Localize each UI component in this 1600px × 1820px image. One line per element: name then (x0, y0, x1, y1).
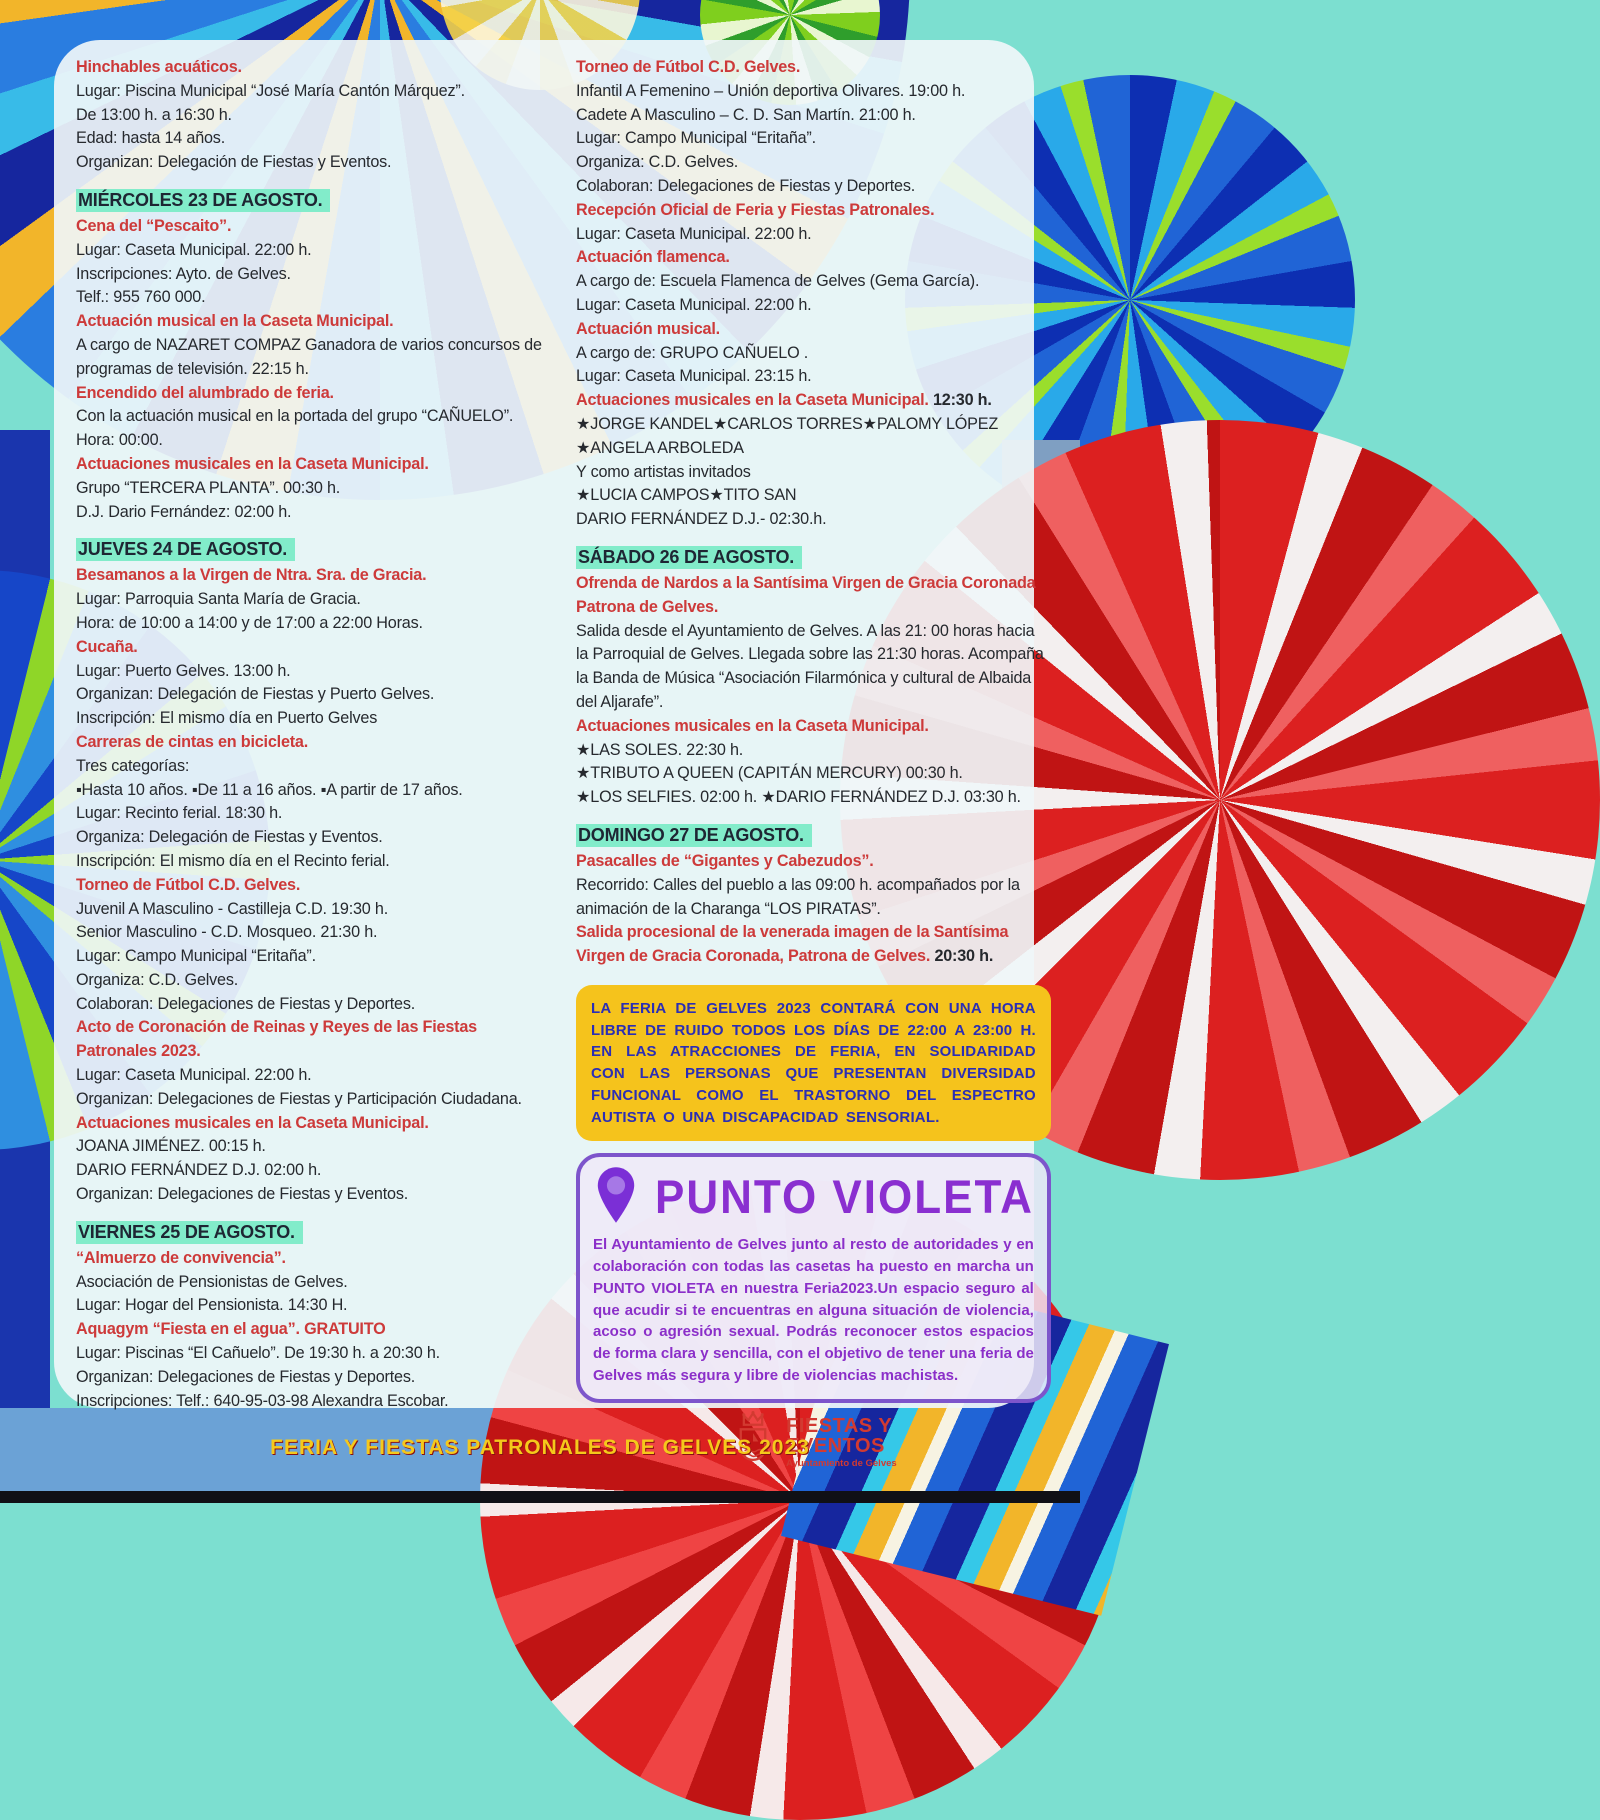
event (76, 564, 546, 635)
event-line: Hora: de 10:00 a 14:00 y de 17:00 a 22:00 Horas. (76, 613, 423, 632)
date-heading-label: JUEVES 24 DE AGOSTO. (76, 538, 295, 561)
event-line: Lugar: Recinto ferial. 18:30 h. (76, 804, 283, 823)
date-heading (76, 187, 546, 215)
right-column-events (576, 56, 1051, 969)
event-line: Senior Masculino - C.D. Mosqueo. 21:30 h. (76, 923, 378, 942)
event-line: Organiza: Delegación de Fiestas y Eventos. (76, 828, 383, 847)
event-line: Organizan: Delegación de Fiestas y Puerto Gelves. (76, 685, 435, 704)
right-column (576, 56, 1051, 1474)
event-line: Lugar: Piscinas “El Cañuelo”. De 19:30 h. a 20:30 h. (76, 1344, 440, 1363)
event (576, 921, 1051, 969)
event-line: Organizan: Delegaciones de Fiestas y Participación Ciudadana. (76, 1089, 522, 1108)
punto-violeta-box (576, 1153, 1051, 1402)
event-title: Torneo de Fútbol C.D. Gelves. (576, 58, 801, 76)
event-line: De 13:00 h. a 16:30 h. (76, 105, 232, 124)
event-line: Cadete A Masculino – C. D. San Martín. 21:00 h. (576, 105, 916, 124)
event-title: Besamanos a la Virgen de Ntra. Sra. de Gracia. (76, 566, 427, 585)
event (76, 382, 546, 453)
event (76, 310, 546, 381)
event-line: Y como artistas invitados (576, 462, 751, 481)
event-line: Lugar: Parroquia Santa María de Gracia. (76, 590, 361, 609)
event-title: Actuación musical en la Caseta Municipal. (76, 312, 394, 331)
event-title: Actuaciones musicales en la Caseta Municipal. (76, 454, 429, 473)
logo-line2: EVENTOS (786, 1435, 885, 1458)
event-line: Lugar: Caseta Municipal. 22:00 h. (76, 1066, 312, 1085)
event-line: Hora: 00:00. (76, 431, 163, 450)
event (576, 199, 1051, 247)
event-time-suffix: 12:30 h. (928, 391, 992, 410)
event-line: DARIO FERNÁNDEZ D.J.- 02:30.h. (576, 510, 827, 529)
event-line: Lugar: Campo Municipal “Eritaña”. (76, 947, 316, 966)
event-line: ★LUCIA CAMPOS★TITO SAN (576, 486, 797, 505)
event-line: Organiza: C.D. Gelves. (76, 970, 239, 989)
event-line: Infantil A Femenino – Unión deportiva Olivares. 19:00 h. (576, 81, 966, 100)
event-line: Con la actuación musical en la portada del grupo “CAÑUELO”. (76, 407, 514, 426)
event-line: ★LAS SOLES. 22:30 h. (576, 740, 744, 759)
event-title: Actuaciones musicales en la Caseta Municipal. (76, 1113, 429, 1132)
event-title: Actuaciones musicales en la Caseta Municipal. 12:30 h. (576, 391, 992, 410)
event-line: Inscripciones: Telf.: 640-95-03-98 Alexandra Escobar. (76, 1391, 449, 1410)
event-line: Organiza: C.D. Gelves. (576, 153, 739, 172)
punto-violeta-title: PUNTO VIOLETA (655, 1170, 1034, 1224)
event (76, 215, 546, 310)
event-title: Salida procesional de la venerada imagen de la Santísima Virgen de Gracia Coronada, Patrona de Gelves. 20:30 h. (576, 923, 1009, 966)
date-heading (76, 536, 546, 564)
event-line: Colaboran: Delegaciones de Fiestas y Deportes. (76, 994, 416, 1013)
event-title: Actuación flamenca. (576, 248, 730, 267)
event (76, 874, 546, 1017)
date-heading-label: VIERNES 25 DE AGOSTO. (76, 1221, 303, 1244)
event-line: Recorrido: Calles del pueblo a las 09:00 h. acompañados por la animación de la Charanga “LOS PIRATAS”. (576, 875, 1020, 918)
punto-violeta-text: El Ayuntamiento de Gelves junto al resto de autoridades y en colaboración con todas las casetas ha puesto en marcha un PUNTO VIOLETA en nuestra Feria2023.Un espacio seguro al que acudir si te encuentras en alguna situación de violencia, acoso o agresión sexual. Podrás reconocer estos espacios de forma clara y sencilla, con el objetivo de tener una feria de Gelves más segura y libre de violencias machistas. (593, 1236, 1034, 1384)
event (76, 1247, 546, 1318)
event-line: ★LOS SELFIES. 02:00 h. ★DARIO FERNÁNDEZ D.J. 03:30 h. (576, 788, 1021, 807)
event-title: Actuación musical. (576, 319, 720, 338)
event-line: ▪Hasta 10 años. ▪De 11 a 16 años. ▪A partir de 17 años. (76, 780, 463, 799)
event-line: Inscripción: El mismo día en el Recinto ferial. (76, 851, 390, 870)
event (576, 572, 1051, 715)
bottom-banner: FERIA Y FIESTAS PATRONALES DE GELVES 2023 (270, 1436, 810, 1459)
date-heading-label: SÁBADO 26 DE AGOSTO. (576, 546, 802, 569)
event-line: Lugar: Caseta Municipal. 22:00 h. (76, 240, 312, 259)
event (76, 56, 546, 175)
event-line: A cargo de: Escuela Flamenca de Gelves (Gema García). (576, 272, 980, 291)
event-line: Organizan: Delegación de Fiestas y Eventos. (76, 153, 392, 172)
event-line: A cargo de NAZARET COMPAZ Ganadora de varios concursos de programas de televisión. 22:15 h. (76, 335, 542, 378)
event-line: Lugar: Piscina Municipal “José María Cantón Márquez”. (76, 81, 465, 100)
event-title: Aquagym “Fiesta en el agua”. GRATUITO (76, 1320, 386, 1339)
noise-notice: LA FERIA DE GELVES 2023 CONTARÁ CON UNA HORA LIBRE DE RUIDO TODOS LOS DÍAS DE 22:00 A 23:00 H. EN LAS ATRACCIONES DE FERIA, EN SOLIDARIDAD CON LAS PERSONAS QUE PRESENTAN DIVERSIDAD FUNCIONAL COMO EL TRASTORNO DEL ESPECTRO AUTISTA O UNA DISCAPACIDAD SENSORIAL. (576, 985, 1051, 1142)
event-line: Inscripción: El mismo día en Puerto Gelves (76, 709, 378, 728)
bottom-black-bar (0, 1491, 1080, 1503)
event-line: JOANA JIMÉNEZ. 00:15 h. (76, 1137, 266, 1156)
event-title: “Almuerzo de convivencia”. (76, 1248, 286, 1267)
event (576, 318, 1051, 389)
event (76, 636, 546, 731)
event-line: ★JORGE KANDEL★CARLOS TORRES★PALOMY LÓPEZ (576, 414, 999, 433)
event-line: Organizan: Delegaciones de Fiestas y Deportes. (76, 1367, 416, 1386)
event (76, 1016, 546, 1111)
event-line: Salida desde el Ayuntamiento de Gelves. A las 21: 00 horas hacia la Parroquial de Gelves. Llegada sobre las 21:30 horas. Acompaña la Banda de Música “Asociación Filarmónica y cultural de Albaida del Aljarafe”. (576, 621, 1044, 711)
event (76, 731, 546, 874)
event-title: Cena del “Pescaito”. (76, 216, 232, 235)
event-line: Lugar: Campo Municipal “Eritaña”. (576, 129, 816, 148)
event-line: Edad: hasta 14 años. (76, 129, 225, 148)
event-line: Colaboran: Delegaciones de Fiestas y Deportes. (576, 176, 916, 195)
event-title: Recepción Oficial de Feria y Fiestas Patronales. (576, 200, 935, 219)
logo-line1: FIESTAS Y (786, 1414, 893, 1437)
event-title: Carreras de cintas en bicicleta. (76, 732, 309, 751)
event (76, 1318, 546, 1413)
date-heading-label: DOMINGO 27 DE AGOSTO. (576, 824, 812, 847)
date-heading-label: MIÉRCOLES 23 DE AGOSTO. (76, 189, 330, 212)
event-line: Lugar: Caseta Municipal. 22:00 h. (576, 295, 812, 314)
left-column (76, 56, 546, 1474)
event-line: Asociación de Pensionistas de Gelves. (76, 1272, 348, 1291)
event-line: Lugar: Puerto Gelves. 13:00 h. (76, 661, 291, 680)
event (576, 56, 1051, 199)
date-heading (576, 544, 1051, 572)
event-title: Hinchables acuáticos. (76, 58, 242, 76)
event-line: Lugar: Caseta Municipal. 22:00 h. (576, 224, 812, 243)
event-title: Acto de Coronación de Reinas y Reyes de las Fiestas Patronales 2023. (76, 1018, 477, 1061)
event-title: Cucaña. (76, 637, 138, 656)
event-line: Telf.: 955 760 000. (76, 288, 206, 307)
event (76, 453, 546, 524)
event-line: Tres categorías: (76, 756, 190, 775)
event-title: Pasacalles de “Gigantes y Cabezudos”. (576, 851, 874, 870)
event-title: Torneo de Fútbol C.D. Gelves. (76, 875, 301, 894)
event-line: Grupo “TERCERA PLANTA”. 00:30 h. (76, 478, 341, 497)
event-line: Lugar: Caseta Municipal. 23:15 h. (576, 367, 812, 386)
event-line: D.J. Dario Fernández: 02:00 h. (76, 502, 292, 521)
event-line: Juvenil A Masculino - Castilleja C.D. 19:30 h. (76, 899, 389, 918)
event (576, 389, 1051, 532)
event-line: Inscripciones: Ayto. de Gelves. (76, 264, 291, 283)
logo-line3: Ayuntamiento de Gelves (786, 1457, 897, 1469)
event-title: Encendido del alumbrado de feria. (76, 383, 334, 402)
event-line: Organizan: Delegaciones de Fiestas y Eventos. (76, 1185, 409, 1204)
location-pin-icon (593, 1165, 639, 1230)
event-time-suffix: 20:30 h. (930, 947, 994, 966)
event (576, 850, 1051, 921)
event-line: Lugar: Hogar del Pensionista. 14:30 H. (76, 1296, 348, 1315)
date-heading (576, 822, 1051, 850)
event-title: Ofrenda de Nardos a la Santísima Virgen de Gracia Coronada Patrona de Gelves. (576, 573, 1036, 616)
event (576, 246, 1051, 317)
event-line: DARIO FERNÁNDEZ D.J. 02:00 h. (76, 1161, 322, 1180)
date-heading (76, 1219, 546, 1247)
event-title: Actuaciones musicales en la Caseta Municipal. (576, 716, 929, 735)
event (576, 715, 1051, 810)
event-line: ★TRIBUTO A QUEEN (CAPITÁN MERCURY) 00:30 h. (576, 764, 963, 783)
event (76, 1112, 546, 1207)
event-line: A cargo de: GRUPO CAÑUELO . (576, 343, 809, 362)
event-line: ★ANGELA ARBOLEDA (576, 438, 744, 457)
